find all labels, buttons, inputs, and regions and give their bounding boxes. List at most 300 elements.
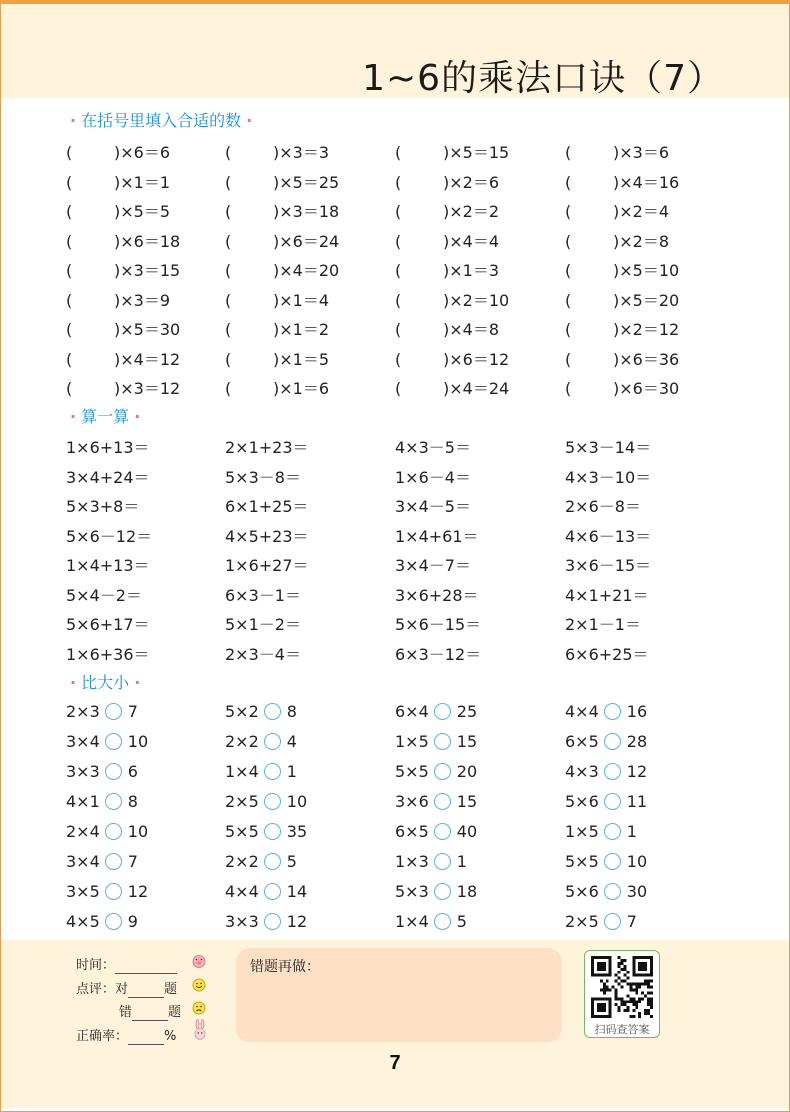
compare-problem (66, 852, 138, 871)
fill-problem (225, 258, 339, 281)
calc-problem: 1×6－4＝ (395, 467, 471, 487)
compare-problem (225, 882, 307, 901)
answer-blank[interactable]: ( (395, 349, 402, 369)
close-paren: ) (613, 202, 620, 221)
calc-problem: 1×4+13＝ (66, 556, 150, 575)
qr-code-icon (591, 956, 653, 1018)
compare-problem (225, 912, 307, 931)
calc-grid (66, 435, 756, 671)
calc-problem: 5×3－8＝ (225, 467, 301, 487)
calc-row (66, 612, 756, 642)
fill-problem (66, 288, 170, 311)
calc-problem: 5×1－2＝ (225, 615, 301, 634)
answer-blank[interactable]: ( (66, 261, 73, 280)
problem-expression: ×2＝4 (619, 202, 670, 221)
compare-circle[interactable] (434, 883, 451, 900)
answer-blank[interactable]: ( (66, 320, 73, 339)
answer-blank[interactable]: ( (565, 320, 572, 339)
compare-problem (395, 702, 477, 721)
compare-problem (225, 702, 297, 721)
wrong-label: 错 (119, 1005, 133, 1020)
compare-left: 2×2 (225, 852, 259, 871)
answer-blank[interactable]: ( (66, 349, 73, 369)
compare-circle[interactable] (604, 913, 621, 930)
compare-left: 2×5 (565, 912, 599, 931)
close-paren: ) (443, 320, 450, 339)
calc-problem: 4×3－5＝ (395, 438, 471, 457)
compare-left: 4×3 (565, 762, 599, 781)
wrong-blank[interactable] (132, 1005, 168, 1021)
calc-problem: 5×6+17＝ (66, 615, 150, 634)
close-paren: ) (613, 349, 620, 369)
compare-grid (66, 702, 756, 942)
problem-expression: ×6＝36 (619, 349, 680, 369)
problem-expression: ×3＝12 (120, 379, 181, 398)
calc-problem: 2×1+23＝ (225, 438, 309, 457)
compare-circle[interactable] (105, 853, 122, 870)
compare-right: 14 (286, 882, 308, 901)
answer-blank[interactable]: ( (66, 290, 73, 310)
fill-problem (66, 347, 180, 370)
compare-right: 9 (127, 912, 138, 931)
answer-blank[interactable]: ( (565, 349, 572, 369)
compare-row (66, 762, 756, 792)
close-paren: ) (613, 320, 620, 339)
fill-row (66, 140, 756, 170)
answer-blank[interactable]: ( (565, 379, 572, 398)
compare-circle[interactable] (105, 823, 122, 840)
compare-right: 11 (626, 792, 648, 811)
fill-problem (565, 317, 679, 340)
compare-circle[interactable] (264, 733, 281, 750)
answer-blank[interactable]: ( (225, 172, 232, 192)
problem-expression: ×5＝30 (120, 320, 181, 339)
compare-circle[interactable] (434, 823, 451, 840)
close-paren: ) (114, 172, 121, 192)
close-paren: ) (114, 202, 121, 221)
answer-blank[interactable]: ( (225, 349, 232, 369)
compare-circle[interactable] (105, 703, 122, 720)
compare-left: 3×4 (66, 732, 100, 751)
answer-blank[interactable]: ( (395, 290, 402, 310)
compare-left: 5×5 (565, 852, 599, 871)
time-blank[interactable] (115, 958, 177, 974)
compare-circle[interactable] (604, 823, 621, 840)
problem-expression: ×1＝5 (279, 349, 330, 369)
fill-problem (395, 258, 499, 281)
answer-blank[interactable]: ( (395, 172, 402, 192)
compare-problem (395, 852, 467, 871)
close-paren: ) (443, 143, 450, 162)
problem-expression: ×5＝10 (619, 261, 680, 280)
answer-blank[interactable]: ( (66, 379, 73, 398)
calc-problem: 5×4－2＝ (66, 585, 142, 605)
accuracy-blank[interactable] (128, 1029, 164, 1045)
accuracy-row (76, 1025, 176, 1045)
fill-row (66, 347, 756, 377)
compare-right: 6 (127, 762, 138, 781)
compare-left: 5×5 (225, 822, 259, 841)
calc-row (66, 642, 756, 672)
answer-blank[interactable]: ( (395, 143, 402, 162)
problem-expression: ×1＝1 (120, 172, 171, 192)
close-paren: ) (613, 261, 620, 280)
problem-expression: ×4＝16 (619, 172, 680, 192)
close-paren: ) (114, 320, 121, 339)
answer-blank[interactable]: ( (565, 290, 572, 310)
compare-right: 30 (626, 882, 648, 901)
accuracy-label: 正确率： (76, 1029, 129, 1044)
section-dot: · (70, 673, 77, 692)
section-dot: · (134, 673, 141, 692)
calc-problem: 2×1－1＝ (565, 615, 641, 634)
fill-problem (66, 229, 180, 252)
compare-left: 1×3 (395, 852, 429, 871)
calc-problem: 6×6+25＝ (565, 644, 649, 664)
problem-expression: ×5＝5 (120, 202, 171, 221)
compare-right: 4 (286, 732, 297, 751)
fill-problem (66, 140, 170, 163)
compare-problem (565, 762, 647, 781)
close-paren: ) (613, 143, 620, 162)
smile-icon (192, 978, 206, 992)
question-unit: 题 (168, 1005, 182, 1020)
calc-problem: 6×3－12＝ (395, 644, 482, 664)
frown-icon (192, 1001, 206, 1015)
problem-expression: ×5＝25 (279, 172, 340, 192)
answer-blank[interactable]: ( (395, 202, 402, 221)
compare-circle[interactable] (604, 883, 621, 900)
calc-problem: 3×6－15＝ (565, 556, 652, 575)
compare-circle[interactable] (105, 883, 122, 900)
fill-problem (225, 170, 339, 193)
answer-blank[interactable]: ( (225, 320, 232, 339)
compare-row (66, 822, 756, 852)
answer-blank[interactable]: ( (66, 143, 73, 162)
compare-right: 8 (286, 702, 297, 721)
compare-row (66, 852, 756, 882)
compare-left: 3×3 (225, 912, 259, 931)
calc-problem: 2×6－8＝ (565, 497, 641, 516)
compare-left: 1×5 (395, 732, 429, 751)
compare-right: 10 (127, 732, 149, 751)
compare-circle[interactable] (264, 703, 281, 720)
fill-problem (66, 258, 180, 281)
fill-problem (565, 170, 679, 193)
close-paren: ) (443, 202, 450, 221)
compare-left: 5×2 (225, 702, 259, 721)
section-title-compare-text: 比大小 (81, 673, 130, 692)
compare-left: 1×4 (225, 762, 259, 781)
compare-right: 1 (456, 852, 467, 871)
calc-problem: 5×6－12＝ (66, 526, 153, 546)
rabbit-icon (193, 1019, 207, 1041)
compare-right: 7 (127, 852, 138, 871)
compare-left: 3×5 (66, 882, 100, 901)
compare-problem (66, 702, 138, 721)
close-paren: ) (273, 172, 280, 192)
problem-expression: ×2＝2 (449, 202, 500, 221)
answer-blank[interactable]: ( (395, 320, 402, 339)
close-paren: ) (273, 202, 280, 221)
compare-circle[interactable] (264, 823, 281, 840)
answer-blank[interactable]: ( (225, 143, 232, 162)
problem-expression: ×2＝12 (619, 320, 680, 339)
close-paren: ) (273, 231, 280, 251)
correct-blank[interactable] (128, 982, 164, 998)
compare-problem (565, 852, 647, 871)
fill-problem (565, 376, 679, 399)
answer-blank[interactable]: ( (66, 172, 73, 192)
compare-problem (66, 882, 148, 901)
compare-circle[interactable] (264, 793, 281, 810)
compare-circle[interactable] (264, 763, 281, 780)
close-paren: ) (443, 172, 450, 192)
answer-blank[interactable]: ( (395, 261, 402, 280)
close-paren: ) (273, 349, 280, 369)
calc-problem: 4×3－10＝ (565, 467, 652, 487)
answer-blank[interactable]: ( (225, 202, 232, 221)
percent-sign: % (164, 1029, 177, 1044)
problem-expression: ×6＝30 (619, 379, 680, 398)
compare-problem (66, 822, 148, 841)
compare-problem (565, 912, 637, 931)
compare-right: 7 (626, 912, 637, 931)
qr-label: 扫码查答案 (594, 1023, 650, 1036)
compare-right: 18 (456, 882, 478, 901)
close-paren: ) (443, 290, 450, 310)
compare-left: 4×4 (225, 882, 259, 901)
compare-right: 25 (456, 702, 478, 721)
answer-blank[interactable]: ( (565, 172, 572, 192)
calc-problem: 1×6+13＝ (66, 438, 150, 457)
fill-problem (225, 376, 329, 399)
problem-expression: ×3＝15 (120, 261, 181, 280)
redo-label: 错题再做： (250, 959, 320, 975)
problem-expression: ×4＝8 (449, 320, 500, 339)
fill-problem (395, 170, 499, 193)
compare-problem (395, 792, 477, 811)
compare-left: 3×6 (395, 792, 429, 811)
fill-problem (565, 140, 669, 163)
fill-problem (395, 199, 499, 222)
problem-expression: ×2＝10 (449, 290, 510, 310)
answer-blank[interactable]: ( (66, 202, 73, 221)
compare-circle[interactable] (264, 853, 281, 870)
compare-circle[interactable] (604, 763, 621, 780)
compare-circle[interactable] (434, 703, 451, 720)
calc-problem: 1×4+61＝ (395, 526, 479, 546)
compare-problem (66, 792, 138, 811)
compare-circle[interactable] (105, 733, 122, 750)
answer-blank[interactable]: ( (565, 261, 572, 280)
compare-right: 1 (286, 762, 297, 781)
section-title-compare (70, 670, 140, 693)
compare-right: 10 (626, 852, 648, 871)
compare-row (66, 912, 756, 942)
problem-expression: ×4＝12 (120, 349, 181, 369)
compare-left: 2×3 (66, 702, 100, 721)
fill-problem (395, 317, 499, 340)
compare-problem (395, 912, 467, 931)
compare-problem (66, 912, 138, 931)
fill-row (66, 376, 756, 406)
compare-right: 10 (127, 822, 149, 841)
compare-problem (66, 732, 148, 751)
problem-expression: ×3＝3 (279, 143, 330, 162)
fill-problem (395, 376, 509, 399)
compare-circle[interactable] (604, 853, 621, 870)
close-paren: ) (273, 379, 280, 398)
close-paren: ) (273, 320, 280, 339)
compare-left: 6×5 (565, 732, 599, 751)
calc-problem: 1×6+36＝ (66, 644, 150, 664)
compare-circle[interactable] (604, 703, 621, 720)
compare-left: 3×4 (66, 852, 100, 871)
calc-row (66, 465, 756, 495)
compare-problem (565, 822, 637, 841)
compare-right: 35 (286, 822, 308, 841)
compare-problem (225, 822, 307, 841)
compare-circle[interactable] (434, 853, 451, 870)
page-title: 1~6的乘法口诀（7） (362, 58, 724, 99)
compare-circle[interactable] (434, 793, 451, 810)
calc-row (66, 583, 756, 613)
fill-problem (395, 140, 509, 163)
compare-circle[interactable] (105, 913, 122, 930)
answer-blank[interactable]: ( (225, 231, 232, 251)
answer-blank[interactable]: ( (225, 261, 232, 280)
compare-circle[interactable] (105, 763, 122, 780)
problem-expression: ×1＝4 (279, 290, 330, 310)
fill-row (66, 258, 756, 288)
close-paren: ) (114, 143, 121, 162)
compare-problem (225, 792, 307, 811)
close-paren: ) (114, 261, 121, 280)
close-paren: ) (114, 231, 121, 251)
compare-right: 15 (456, 732, 478, 751)
problem-expression: ×6＝6 (120, 143, 171, 162)
qr-code-box[interactable] (584, 950, 660, 1038)
fill-problem (395, 288, 509, 311)
problem-expression: ×2＝6 (449, 172, 500, 192)
compare-circle[interactable] (434, 733, 451, 750)
answer-blank[interactable]: ( (565, 202, 572, 221)
compare-circle[interactable] (105, 793, 122, 810)
compare-right: 16 (626, 702, 648, 721)
time-label: 时间： (76, 958, 116, 973)
answer-blank[interactable]: ( (225, 290, 232, 310)
compare-left: 1×5 (565, 822, 599, 841)
compare-right: 20 (456, 762, 478, 781)
compare-left: 2×2 (225, 732, 259, 751)
answer-blank[interactable]: ( (565, 143, 572, 162)
compare-left: 5×6 (565, 792, 599, 811)
compare-left: 4×4 (565, 702, 599, 721)
answer-blank[interactable]: ( (225, 379, 232, 398)
fill-problem (565, 347, 679, 370)
calc-problem: 3×4+24＝ (66, 467, 150, 487)
fill-problem (66, 170, 170, 193)
fill-row (66, 170, 756, 200)
compare-left: 3×3 (66, 762, 100, 781)
compare-left: 4×5 (66, 912, 100, 931)
compare-right: 1 (626, 822, 637, 841)
compare-problem (225, 852, 297, 871)
compare-problem (66, 762, 138, 781)
calc-row (66, 435, 756, 465)
redo-box[interactable] (236, 948, 562, 1042)
compare-left: 6×4 (395, 702, 429, 721)
calc-problem: 3×6+28＝ (395, 585, 479, 605)
compare-circle[interactable] (434, 763, 451, 780)
compare-circle[interactable] (604, 793, 621, 810)
compare-circle[interactable] (264, 883, 281, 900)
compare-right: 8 (127, 792, 138, 811)
answer-blank[interactable]: ( (395, 379, 402, 398)
fill-row (66, 229, 756, 259)
compare-left: 5×3 (395, 882, 429, 901)
close-paren: ) (273, 261, 280, 280)
compare-left: 6×5 (395, 822, 429, 841)
close-paren: ) (443, 349, 450, 369)
problem-expression: ×6＝18 (120, 231, 181, 251)
section-title-fill-text: 在括号里填入合适的数 (81, 111, 242, 130)
question-unit: 题 (164, 982, 178, 997)
close-paren: ) (613, 172, 620, 192)
close-paren: ) (114, 379, 121, 398)
problem-expression: ×4＝20 (279, 261, 340, 280)
calc-problem: 3×4－7＝ (395, 556, 471, 575)
answer-blank[interactable]: ( (66, 231, 73, 251)
close-paren: ) (443, 231, 450, 251)
section-title-calc-text: 算一算 (81, 407, 130, 426)
calc-row (66, 553, 756, 583)
compare-right: 28 (626, 732, 648, 751)
problem-expression: ×4＝4 (449, 231, 500, 251)
compare-right: 12 (127, 882, 149, 901)
fill-problem (565, 229, 669, 252)
problem-expression: ×3＝6 (619, 143, 670, 162)
review-label: 点评：对 (76, 982, 129, 997)
fill-problem (395, 229, 499, 252)
fill-problem (225, 288, 329, 311)
page-number: 7 (389, 1052, 401, 1074)
fill-row (66, 288, 756, 318)
problem-expression: ×2＝8 (619, 231, 670, 251)
calc-problem: 4×1+21＝ (565, 585, 649, 605)
section-dot: · (246, 111, 253, 130)
answer-blank[interactable]: ( (395, 231, 402, 251)
fill-problem (225, 347, 329, 370)
fill-problem (565, 258, 679, 281)
compare-problem (225, 732, 297, 751)
answer-blank[interactable]: ( (565, 231, 572, 251)
calc-row (66, 524, 756, 554)
fill-problem (225, 229, 339, 252)
compare-circle[interactable] (264, 913, 281, 930)
compare-circle[interactable] (604, 733, 621, 750)
compare-problem (225, 762, 297, 781)
compare-right: 15 (456, 792, 478, 811)
compare-right: 5 (286, 852, 297, 871)
calc-problem: 4×5+23＝ (225, 526, 309, 546)
time-row (76, 954, 177, 974)
close-paren: ) (273, 290, 280, 310)
compare-row (66, 792, 756, 822)
close-paren: ) (443, 379, 450, 398)
compare-circle[interactable] (434, 913, 451, 930)
